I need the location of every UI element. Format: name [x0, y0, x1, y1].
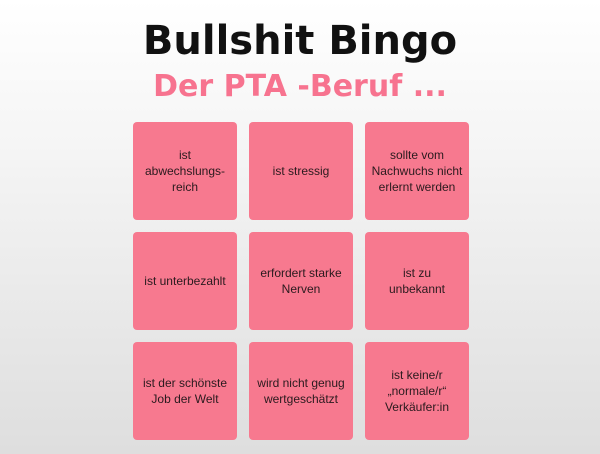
bingo-cell[interactable] [133, 342, 237, 440]
bingo-cell-label: erfordert starke Nerven [260, 266, 342, 296]
bingo-cell[interactable] [365, 232, 469, 330]
bingo-cell[interactable] [133, 232, 237, 330]
bingo-cell-label: ist keine/r „normale/r“ Verkäufer:in [384, 368, 450, 414]
bingo-cell-label: wird nicht genug wertgeschätzt [257, 376, 345, 406]
bingo-cell-label: ist abwechslungs- reich [144, 148, 226, 194]
bingo-cell-label: ist zu unbekannt [388, 266, 446, 296]
bingo-cell[interactable] [365, 122, 469, 220]
page-title: Bullshit Bingo [142, 18, 458, 64]
bingo-cell[interactable] [249, 122, 353, 220]
bingo-cell[interactable] [249, 232, 353, 330]
bingo-cell-label: ist der schönste Job der Welt [142, 376, 228, 406]
bingo-cell-label: ist stressig [272, 164, 330, 178]
bingo-cell[interactable] [133, 122, 237, 220]
bingo-cell-label: sollte vom Nachwuchs nicht erlernt werden [371, 148, 463, 194]
bingo-cell[interactable] [249, 342, 353, 440]
bingo-grid [133, 122, 470, 440]
bingo-cell-label: ist unterbezahlt [144, 274, 226, 288]
page-subtitle: Der PTA -Beruf ... [153, 69, 447, 104]
bingo-cell[interactable] [365, 342, 469, 440]
